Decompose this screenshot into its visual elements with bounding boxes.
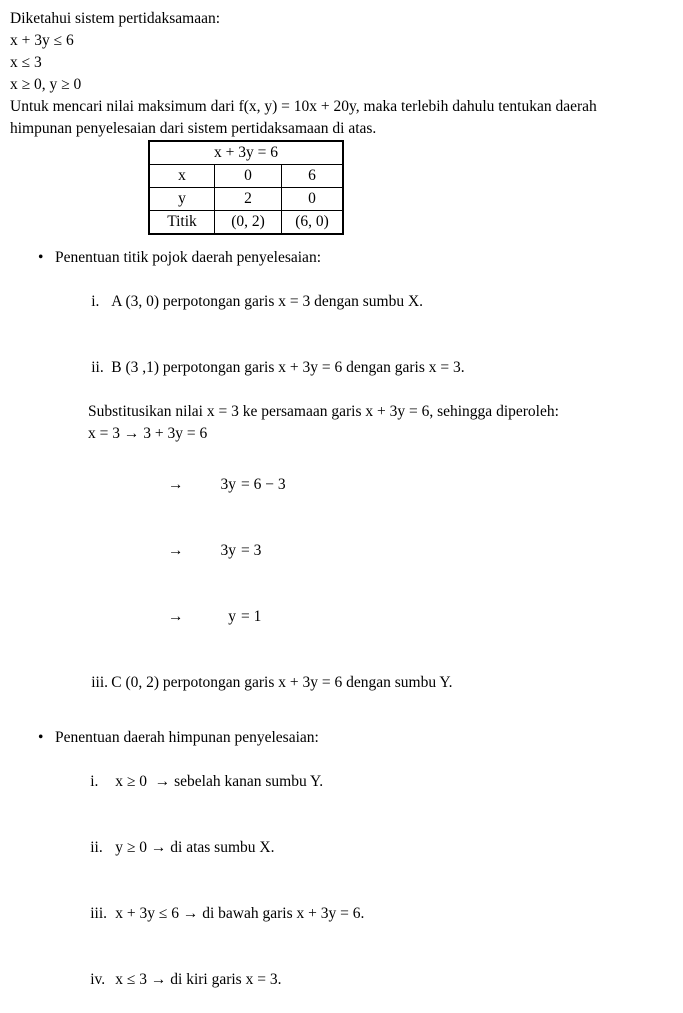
list-item-numeral: ii. xyxy=(90,839,103,856)
equation-lhs: 3y xyxy=(220,542,236,559)
table-cell: (6, 0) xyxy=(282,211,344,235)
table-cell: (0, 2) xyxy=(215,211,282,235)
list-item-text: x ≤ 3 → di kiri garis x = 3. xyxy=(115,971,282,988)
table-header: x + 3y = 6 xyxy=(149,141,343,165)
bullet-icon: • xyxy=(38,729,44,746)
table-cell: x xyxy=(149,165,215,188)
table-row xyxy=(149,188,343,211)
equation-value-table xyxy=(148,140,344,235)
substitution-first-line: x = 3 → 3 + 3y = 6 xyxy=(88,425,208,442)
list-item-text: B (3 ,1) perpotongan garis x + 3y = 6 dengan garis x = 3. xyxy=(111,359,465,376)
objective-paragraph-line-2: himpunan penyelesaian dari sistem pertidaksamaan di atas. xyxy=(10,120,377,137)
list-item-text: C (0, 2) perpotongan garis x + 3y = 6 dengan sumbu Y. xyxy=(111,674,453,691)
list-item xyxy=(67,881,675,947)
corner-points-section xyxy=(10,247,675,716)
list-item-numeral: i. xyxy=(91,293,100,310)
section-title: Penentuan daerah himpunan penyelesaian: xyxy=(55,729,319,746)
list-item-numeral: iii. xyxy=(91,674,109,691)
list-item xyxy=(67,947,675,1013)
inequality-3: x ≥ 0, y ≥ 0 xyxy=(10,76,82,93)
table-row xyxy=(149,211,343,235)
table-cell: 2 xyxy=(215,188,282,211)
inequality-1: x + 3y ≤ 6 xyxy=(10,32,74,49)
section-title: Penentuan titik pojok daerah penyelesaian: xyxy=(55,249,321,266)
equation-step xyxy=(137,452,675,518)
objective-paragraph-line-1: Untuk mencari nilai maksimum dari f(x, y) = 10x + 20y, maka terlebih dahulu tentukan daerah xyxy=(10,98,597,115)
table-row xyxy=(149,165,343,188)
table-cell: 6 xyxy=(282,165,344,188)
list-item-numeral: iv. xyxy=(90,971,106,988)
equation-rhs: = 1 xyxy=(241,608,262,625)
table-cell: Titik xyxy=(149,211,215,235)
equation-lhs: y xyxy=(228,608,236,625)
intro-block xyxy=(10,8,675,140)
bullet-icon: • xyxy=(38,249,44,266)
list-item-numeral: ii. xyxy=(91,359,104,376)
arrow-icon: → xyxy=(168,476,184,493)
equation-step xyxy=(137,584,675,650)
intro-heading: Diketahui sistem pertidaksamaan: xyxy=(10,10,221,27)
section-heading xyxy=(10,247,675,269)
arrow-icon: → xyxy=(168,608,184,625)
solution-region-section xyxy=(10,727,675,1013)
substitution-intro: Substitusikan nilai x = 3 ke persamaan garis x + 3y = 6, sehingga diperoleh: xyxy=(88,403,559,420)
equation-lhs: 3y xyxy=(220,476,236,493)
list-item xyxy=(67,815,675,881)
list-item xyxy=(68,269,675,335)
list-item-numeral: iii. xyxy=(90,905,108,922)
equation-steps xyxy=(10,452,675,650)
equation-rhs: = 3 xyxy=(241,542,262,559)
arrow-icon: → xyxy=(168,542,184,559)
list-item-numeral: i. xyxy=(90,773,99,790)
inequality-2: x ≤ 3 xyxy=(10,54,42,71)
table-cell: 0 xyxy=(215,165,282,188)
list-item xyxy=(67,749,675,815)
list-item xyxy=(68,335,675,401)
list-item-text: x ≥ 0 → sebelah kanan sumbu Y. xyxy=(115,773,324,790)
section-heading xyxy=(10,727,675,749)
list-item-text: x + 3y ≤ 6 → di bawah garis x + 3y = 6. xyxy=(115,905,365,922)
list-item-text: A (3, 0) perpotongan garis x = 3 dengan sumbu X. xyxy=(111,293,424,310)
table-header-row xyxy=(149,141,343,165)
table-cell: y xyxy=(149,188,215,211)
list-item-text: y ≥ 0 → di atas sumbu X. xyxy=(115,839,275,856)
list-item xyxy=(68,650,675,716)
table-cell: 0 xyxy=(282,188,344,211)
equation-rhs: = 6 − 3 xyxy=(241,476,286,493)
equation-step xyxy=(137,518,675,584)
